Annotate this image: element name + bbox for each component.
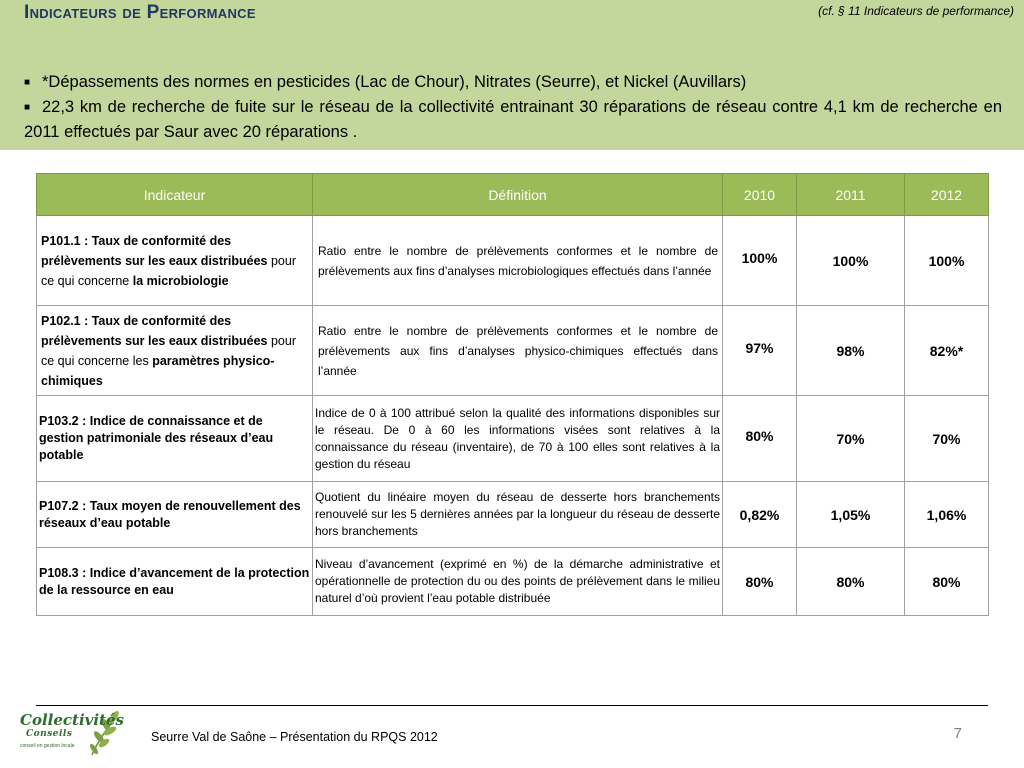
header-banner (0, 0, 1024, 150)
indicator-cell (37, 216, 313, 306)
reference-note: (cf. § 11 Indicateurs de performance) (818, 4, 1014, 18)
indicator-bold-text: P101.1 : Taux de conformité des prélèvements sur les eaux distribuées (41, 233, 268, 268)
footer-text: Seurre Val de Saône – Présentation du RPQS 2012 (151, 730, 438, 744)
indicator-bold-text: paramètres physico-chimiques (41, 353, 275, 388)
bullet-item (24, 70, 1002, 95)
header-2011: 2011 (797, 174, 905, 216)
table-row (37, 306, 989, 396)
value-2010: 100% (723, 216, 797, 306)
logo-text: Collectivités (20, 711, 124, 729)
indicator-cell: P107.2 : Taux moyen de renouvellement des réseaux d’eau potable (37, 482, 313, 548)
indicator-cell: P108.3 : Indice d’avancement de la protection de la ressource en eau (37, 548, 313, 616)
definition-cell: Indice de 0 à 100 attribué selon la qualité des informations disponibles sur le réseau. De 0 à 60 les informations visées sont relatives à la connaissance du réseau (inventaire), de 70 à 100 elles sont relatives à la gestion du réseau (313, 396, 723, 482)
value-2011: 80% (797, 548, 905, 616)
table-row (37, 548, 989, 616)
square-bullet-icon: ■ (24, 77, 31, 88)
header-2010: 2010 (723, 174, 797, 216)
indicator-bold-text: P102.1 : Taux de conformité des prélèvements sur les eaux distribuées (41, 313, 268, 348)
header-2012: 2012 (905, 174, 989, 216)
table-header-row (37, 174, 989, 216)
indicator-cell: P103.2 : Indice de connaissance et de gestion patrimoniale des réseaux d’eau potable (37, 396, 313, 482)
table-row (37, 216, 989, 306)
indicator-normal-text: pour ce qui concerne les (41, 333, 296, 368)
value-2010: 97% (723, 306, 797, 396)
value-2010: 80% (723, 548, 797, 616)
bullet-list (24, 70, 1002, 144)
value-2012: 100% (905, 216, 989, 306)
definition-cell: Ratio entre le nombre de prélèvements conformes et le nombre de prélèvements aux fins d’analyses physico-chimiques effectués dans l’année (313, 306, 723, 396)
value-2010: 80% (723, 396, 797, 482)
page-number: 7 (953, 725, 962, 742)
bullet-item (24, 95, 1002, 144)
indicator-cell (37, 306, 313, 396)
indicator-normal-text: pour ce qui concerne (41, 253, 296, 288)
bullet-text: *Dépassements des normes en pesticides (Lac de Chour), Nitrates (Seurre), et Nickel (Auvillars) (42, 73, 747, 91)
value-2010: 0,82% (723, 482, 797, 548)
value-2011: 70% (797, 396, 905, 482)
value-2012: 1,06% (905, 482, 989, 548)
value-2011: 98% (797, 306, 905, 396)
definition-cell: Niveau d’avancement (exprimé en %) de la démarche administrative et opérationnelle de protection du ou des points de prélèvement dans le milieu naturel d’où provient l’eau potable distribuée (313, 548, 723, 616)
header-indicateur: Indicateur (37, 174, 313, 216)
table-row (37, 396, 989, 482)
value-2012: 82%* (905, 306, 989, 396)
value-2012: 70% (905, 396, 989, 482)
footer-divider (36, 705, 988, 706)
table-row (37, 482, 989, 548)
slide-title: Indicateurs de Performance (24, 2, 256, 23)
value-2011: 1,05% (797, 482, 905, 548)
definition-cell: Ratio entre le nombre de prélèvements conformes et le nombre de prélèvements aux fins d’analyses microbiologiques effectués dans l’année (313, 216, 723, 306)
logo-tagline: conseil en gestion locale (20, 743, 75, 749)
bullet-text: 22,3 km de recherche de fuite sur le réseau de la collectivité entrainant 30 réparations de réseau contre 4,1 km de recherche en 2011 effectués par Saur avec 20 réparations . (24, 98, 1002, 141)
indicator-bold-text: la microbiologie (132, 273, 229, 288)
definition-cell: Quotient du linéaire moyen du réseau de desserte hors branchements renouvelé sur les 5 dernières années par la longueur du réseau de desserte hors branchements (313, 482, 723, 548)
value-2012: 80% (905, 548, 989, 616)
performance-table (36, 173, 989, 616)
company-logo (14, 707, 124, 759)
value-2011: 100% (797, 216, 905, 306)
square-bullet-icon: ■ (24, 102, 31, 113)
header-definition: Définition (313, 174, 723, 216)
logo-subtext: Conseils (26, 729, 73, 739)
